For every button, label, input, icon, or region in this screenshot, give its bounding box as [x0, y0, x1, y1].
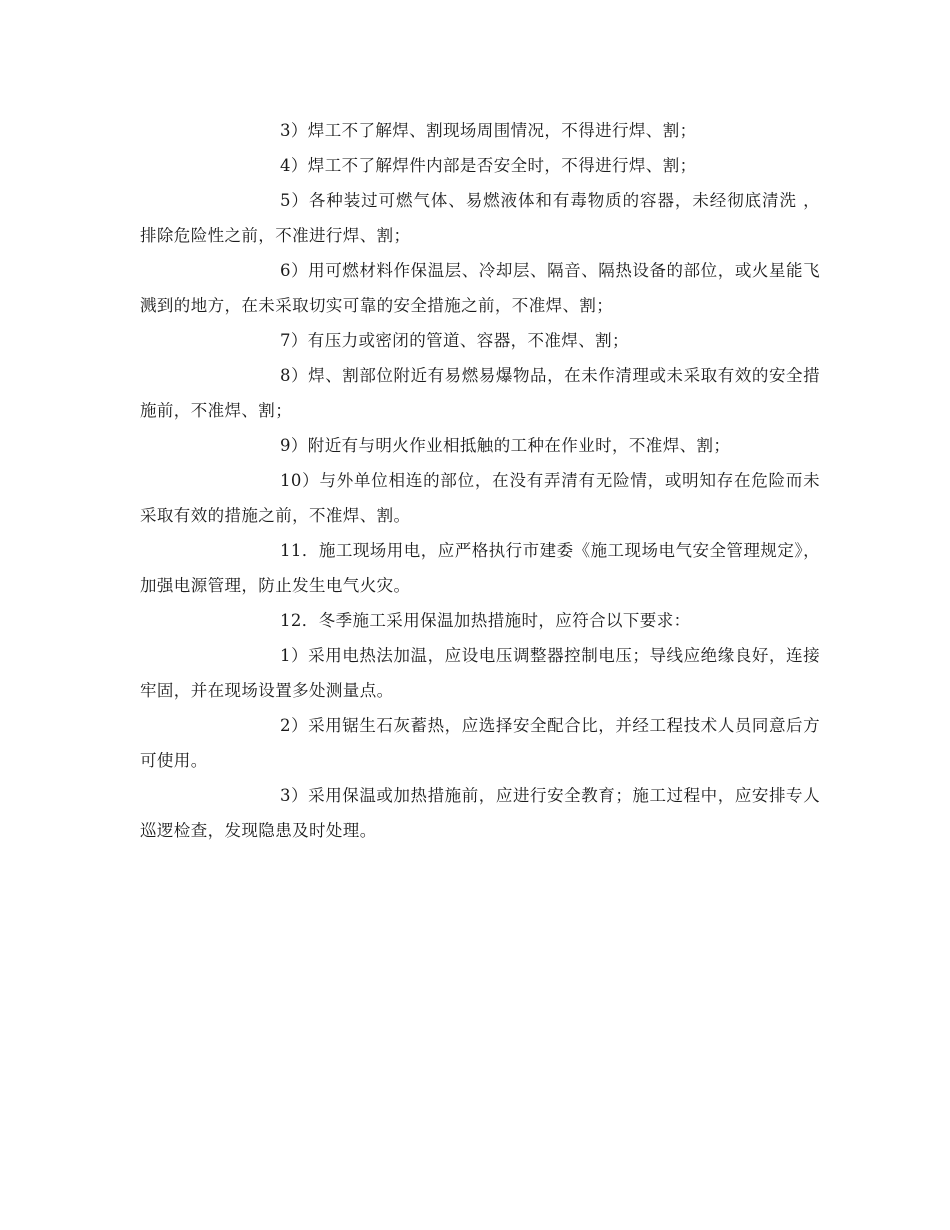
paragraph-section-12: 12．冬季施工采用保温加热措施时，应符合以下要求：: [280, 611, 691, 630]
paragraph-subitem-2: 2）采用锯生石灰蓄热，应选择安全配合比，并经工程技术人员同意后方可使用。: [140, 716, 820, 770]
paragraph-item-7: 7）有压力或密闭的管道、容器，不准焊、割；: [280, 331, 629, 350]
document-body: [140, 113, 820, 848]
paragraph-item-4: 4）焊工不了解焊件内部是否安全时，不得进行焊、割；: [280, 156, 697, 175]
paragraph-item-8: 8）焊、割部位附近有易燃易爆物品，在未作清理或未采取有效的安全措施前，不准焊、割；: [140, 366, 820, 420]
paragraph-item-6: 6）用可燃材料作保温层、冷却层、隔音、隔热设备的部位，或火星能飞溅到的地方，在未采取切实可靠的安全措施之前，不准焊、割；: [140, 261, 820, 315]
paragraph-item-9: 9）附近有与明火作业相抵触的工种在作业时，不准焊、割；: [280, 436, 731, 455]
paragraph-subitem-3: 3）采用保温或加热措施前，应进行安全教育；施工过程中，应安排专人巡逻检查，发现隐患及时处理。: [140, 786, 820, 840]
paragraph-item-5: 5）各种装过可燃气体、易燃液体和有毒物质的容器，未经彻底清洗 ，排除危险性之前，不准进行焊、割；: [140, 191, 820, 245]
paragraph-item-3: 3）焊工不了解焊、割现场周围情况，不得进行焊、割；: [280, 121, 697, 140]
paragraph-section-11: 11．施工现场用电，应严格执行市建委《施工现场电气安全管理规定》，加强电源管理，防止发生电气火灾。: [140, 541, 820, 595]
paragraph-item-10: 10）与外单位相连的部位，在没有弄清有无险情，或明知存在危险而未采取有效的措施之前，不准焊、割。: [140, 471, 820, 525]
paragraph-subitem-1: 1）采用电热法加温，应设电压调整器控制电压；导线应绝缘良好，连接牢固，并在现场设置多处测量点。: [140, 646, 820, 700]
